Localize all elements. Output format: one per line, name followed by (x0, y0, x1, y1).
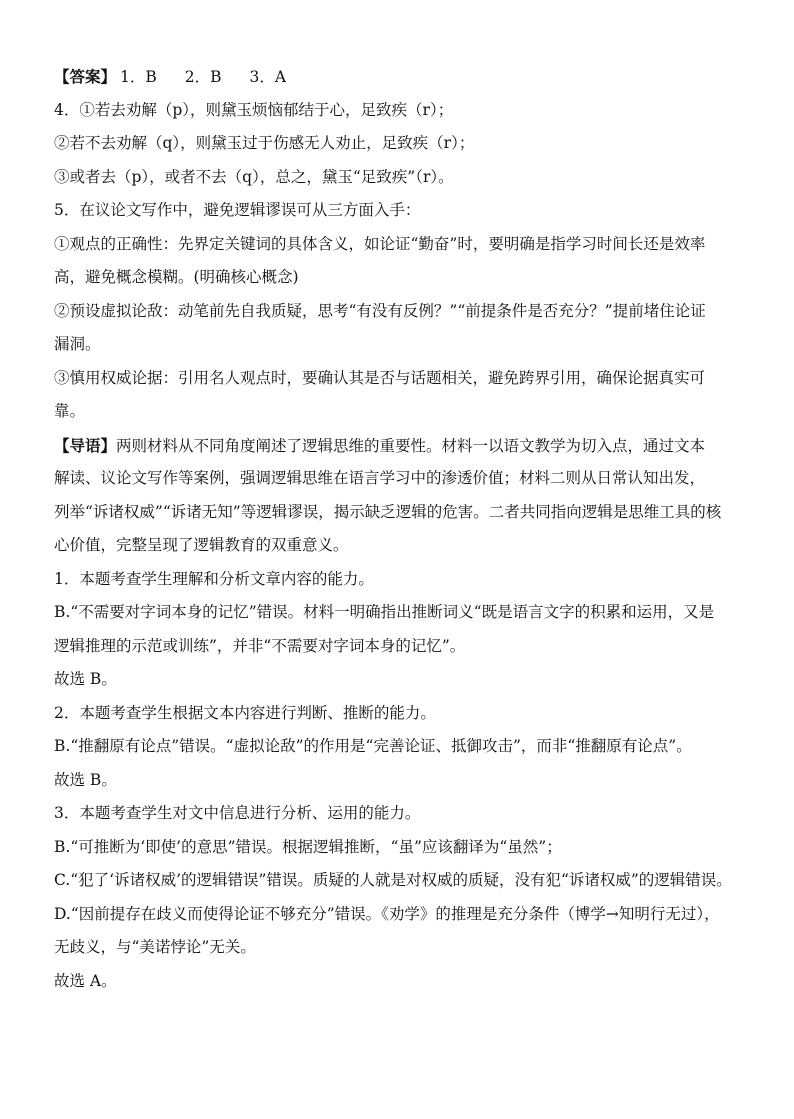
guide-line-1 (54, 429, 754, 463)
q5-line-7: 靠。 (54, 402, 86, 420)
explain2-line-3: 故选 B。 (54, 770, 117, 789)
guide-line-4: 心价值，完整呈现了逻辑教育的双重意义。 (54, 536, 349, 554)
explain1-line-3: 逻辑推理的示范或训练”，并非“不需要对字词本身的记忆”。 (54, 636, 466, 655)
explain3-line-5: 无歧义，与“美诺悖论”无关。 (54, 938, 256, 956)
q5-line-2: ①观点的正确性：先界定关键词的具体含义，如论证“勤奋”时，要明确是指学习时间长还是效率 (54, 234, 706, 253)
q4-line-1: 4．①若去劝解（p），则黛玉烦恼郁结于心，足致疾（r）； (54, 100, 454, 119)
explain3-line-2: B.“可推断为‘即使’的意思”错误。根据逻辑推断，“虽”应该翻译为“虽然”； (54, 837, 562, 856)
guide-line-3: 列举“诉诸权威”“诉诸无知”等逻辑谬误，揭示缺乏逻辑的危害。二者共同指向逻辑是思维工具的核 (54, 502, 722, 521)
q5-line-3: 高，避免概念模糊。(明确核心概念) (54, 268, 299, 286)
explain3-line-3: C.“犯了‘诉诸权威’的逻辑错误”错误。质疑的人就是对权威的质疑，没有犯“诉诸权威”的逻辑错误。 (54, 871, 732, 889)
answer-item-2: 2．B (184, 68, 222, 86)
q5-line-6: ③慎用权威论据：引用名人观点时，要确认其是否与话题相关，避免跨界引用，确保论据真实可 (54, 368, 706, 387)
explain1-line-4: 故选 B。 (54, 670, 117, 688)
explain1-line-2: B.“不需要对字词本身的记忆”错误。材料一明确指出推断词义“既是语言文字的积累和运用，又是 (54, 603, 715, 621)
answer-item-1: 1．B (120, 68, 157, 86)
q4-line-3: ③或者去（p），或者不去（q），总之，黛玉“足致疾”（r）。 (54, 167, 454, 186)
explain1-line-1: 1．本题考查学生理解和分析文章内容的能力。 (54, 569, 374, 588)
explain3-line-4: D.“因前提存在歧义而使得论证不够充分”错误。《劝学》的推理是充分条件（博学→知明行无过）， (54, 904, 720, 923)
guide-line-1-text: 两则材料从不同角度阐述了逻辑思维的重要性。材料一以语文教学为切入点，通过文本 (116, 436, 706, 455)
explain2-line-2: B.“推翻原有论点”错误。“虚拟论敌”的作用是“完善论证、抵御攻击”，而非“推翻原有论点”。 (54, 737, 692, 755)
q4-line-2: ②若不去劝解（q），则黛玉过于伤感无人劝止，足致疾（r）； (54, 134, 475, 152)
guide-label: 【导语】 (54, 435, 117, 455)
answer-item-3: 3．A (249, 68, 287, 86)
explain3-line-1: 3．本题考查学生对文中信息进行分析、运用的能力。 (54, 804, 421, 822)
answer-line (54, 60, 754, 94)
explain2-line-1: 2．本题考查学生根据文本内容进行判断、推断的能力。 (54, 703, 436, 722)
answer-label: 【答案】 (54, 67, 117, 86)
guide-line-2: 解读、议论文写作等案例，强调逻辑思维在语言学习中的渗透价值；材料二则从日常认知出发， (54, 469, 706, 487)
q5-line-5: 漏洞。 (54, 335, 101, 353)
explain3-line-6: 故选 A。 (54, 971, 117, 990)
q5-line-1: 5．在议论文写作中，避免逻辑谬误可从三方面入手： (54, 201, 421, 219)
q5-line-4: ②预设虚拟论敌：动笔前先自我质疑，思考“有没有反例？”“前提条件是否充分？”提前堵住论证 (54, 301, 706, 320)
